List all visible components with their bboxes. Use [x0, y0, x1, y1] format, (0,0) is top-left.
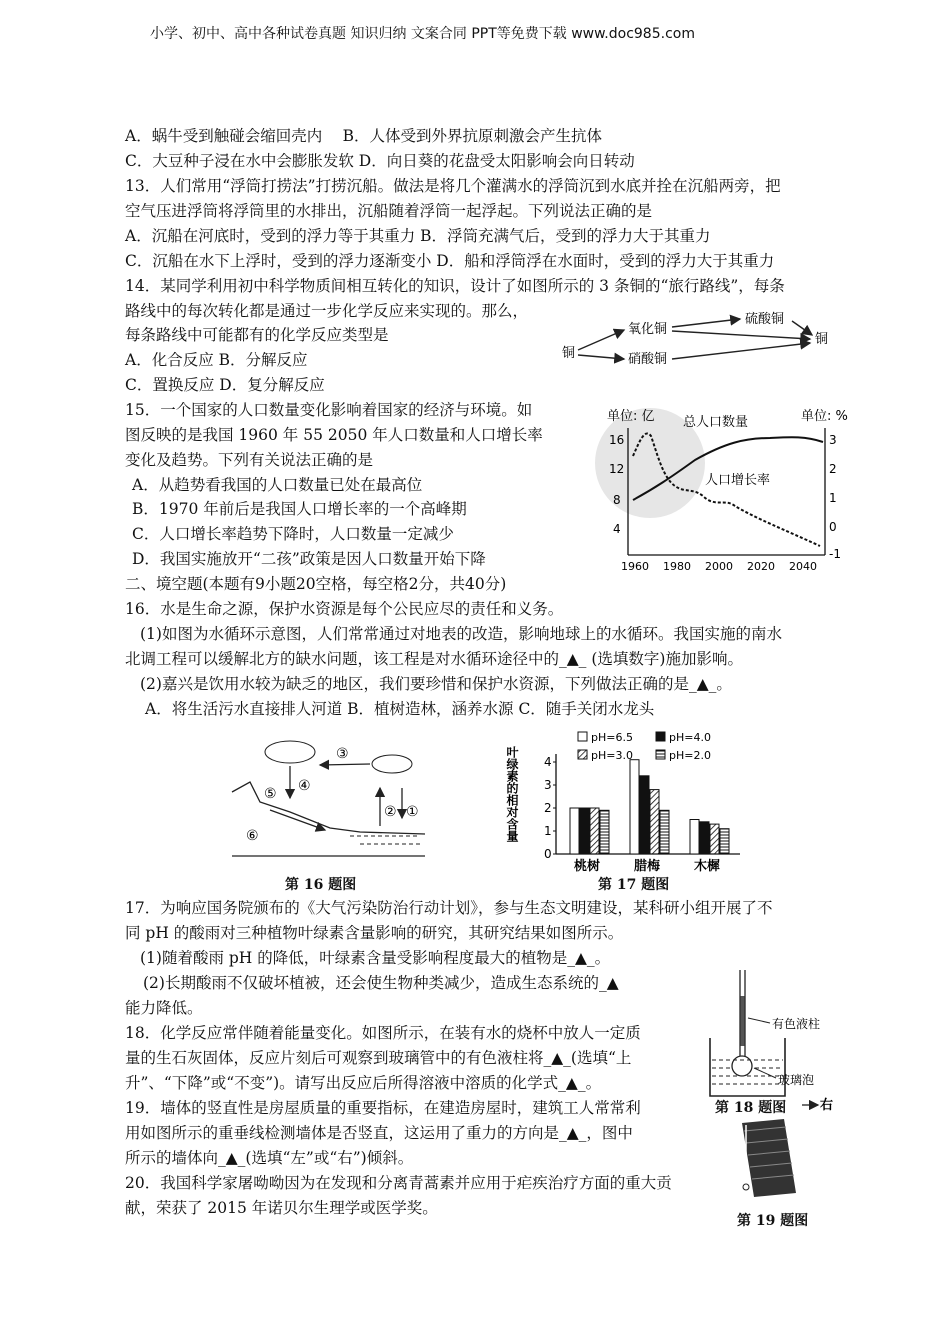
text-line: 献，荣获了 2015 年诺贝尔生理学或医学奖。 — [125, 1199, 438, 1217]
text-line: 变化及趋势。下列有关说法正确的是 — [125, 451, 374, 469]
caption-fig19: 第 19 题图 — [737, 1213, 809, 1229]
label-glass-bulb: 玻璃泡 — [778, 1073, 815, 1087]
x-tick: 2000 — [705, 560, 733, 573]
bar-桃树-pH=6.5 — [570, 808, 579, 854]
text-line: C．大豆种子浸在水中会膨胀发软 D．向日葵的花盘受太阳影响会向日转动 — [125, 152, 635, 170]
chlorophyll-bar-chart — [505, 726, 743, 874]
text-line: (2)长期酸雨不仅破坏植被，还会使生物种类减少，造成生态系统的_▲ — [143, 974, 619, 992]
legend-swatch — [578, 750, 587, 759]
text-line: B．1970 年前后是我国人口增长率的一个高峰期 — [132, 500, 467, 518]
text-line: C．沉船在水下上浮时，受到的浮力逐渐变小 D．船和浮筒浮在水面时，受到的浮力大于其重力 — [125, 252, 775, 270]
y-tick-label: 0 — [544, 847, 552, 861]
question-19: 19．墙体的竖直性是房屋质量的重要指标，在建造房屋时，建筑工人常常利 — [125, 1099, 641, 1117]
text-line: C．置换反应 D．复分解反应 — [125, 376, 325, 394]
text-line: C．人口增长率趋势下降时，人口数量一定减少 — [132, 525, 454, 543]
text-line: (2)嘉兴是饮用水较为缺乏的地区，我们要珍惜和保护水资源，下列做法正确的是_▲_。 — [140, 675, 732, 693]
right-tick: 1 — [829, 491, 837, 505]
text-line: 量的生石灰固体，反应片刻后可观察到玻璃管中的有色液柱将_▲_(选填“上 — [125, 1049, 632, 1067]
bar-木樨-pH=3.0 — [710, 824, 719, 854]
text-line: 路线中的每次转化都是通过一步化学反应来实现的。那么， — [125, 302, 529, 320]
text-line: 能力降低。 — [125, 999, 203, 1017]
label-colored-column: 有色液柱 — [772, 1017, 821, 1031]
bar-腊梅-pH=2.0 — [660, 810, 669, 854]
node-copper-sulfate: 硫酸铜 — [745, 312, 785, 327]
question-20: 20．我国科学家屠呦呦因为在发现和分离青蒿素并应用于疟疾治疗方面的重大贡 — [125, 1174, 672, 1192]
bar-桃树-pH=4.0 — [580, 808, 589, 854]
category-label: 腊梅 — [634, 859, 661, 874]
bar-腊梅-pH=4.0 — [640, 776, 649, 854]
question-14: 14．某同学利用初中科学物质间相互转化的知识，设计了如图所示的 3 条铜的“旅行路线”，每条 — [125, 277, 785, 295]
label-6: ⑥ — [246, 828, 259, 844]
bar-木樨-pH=2.0 — [720, 829, 729, 854]
bar-腊梅-pH=3.0 — [650, 790, 659, 854]
bar-桃树-pH=2.0 — [600, 810, 609, 854]
category-label: 桃树 — [574, 859, 601, 874]
node-end: 铜 — [815, 332, 829, 347]
x-tick: 1960 — [621, 560, 649, 573]
caption-fig18: 第 18 题图 — [715, 1100, 787, 1116]
question-17: 17．为响应国务院颁布的《大气污染防治行动计划》，参与生态文明建设，某科研小组开展了不 — [125, 899, 773, 917]
text-line: 同 pH 的酸雨对三种植物叶绿素含量影响的研究，其研究结果如图所示。 — [125, 924, 624, 942]
category-label: 木樨 — [694, 859, 721, 874]
y-tick-label: 3 — [544, 778, 552, 792]
label-2: ② — [384, 804, 397, 820]
population-series-label: 总人口数量 — [683, 415, 749, 430]
node-copper-oxide: 氧化铜 — [628, 322, 668, 337]
caption-fig17: 第 17 题图 — [598, 877, 670, 893]
text-line: D．我国实施放开“二孩”政策是因人口数量开始下降 — [132, 550, 486, 568]
y-axis-label: 叶绿素的相对含量 — [505, 746, 519, 842]
text-line: A．化合反应 B．分解反应 — [125, 351, 308, 369]
text-line: 图反映的是我国 1960 年 55 2050 年人口数量和人口增长率 — [125, 426, 543, 444]
x-tick: 1980 — [663, 560, 691, 573]
text-line: A．从趋势看我国的人口数量已处在最高位 — [132, 476, 423, 494]
left-unit-label: 单位: 亿 — [607, 409, 655, 424]
right-tick: 0 — [829, 520, 837, 534]
bar-木樨-pH=4.0 — [700, 822, 709, 854]
node-start: 铜 — [562, 346, 576, 361]
question-18: 18．化学反应常伴随着能量变化。如图所示，在装有水的烧杯中放人一定质 — [125, 1024, 641, 1042]
section-heading: 二、境空题(本题有9小题20空格，每空格2分，共40分) — [125, 575, 507, 593]
page-header: 小学、初中、高中各种试卷真题 知识归纳 文案合同 PPT等免费下载 www.doc985.com — [150, 26, 695, 42]
right-tick: -1 — [829, 547, 841, 561]
y-tick-label: 4 — [544, 755, 552, 769]
legend-label: pH=4.0 — [669, 731, 711, 744]
legend-label: pH=3.0 — [591, 749, 633, 762]
beaker-diagram — [700, 968, 840, 1116]
y-tick-label: 1 — [544, 824, 552, 838]
left-tick: 4 — [613, 522, 621, 536]
plumb-line-diagram — [722, 1095, 842, 1210]
text-line: 用如图所示的重垂线检测墙体是否竖直，这运用了重力的方向是_▲_，图中 — [125, 1124, 633, 1142]
right-tick: 3 — [829, 433, 837, 447]
question-16: 16．水是生命之源，保护水资源是每个公民应尽的责任和义务。 — [125, 600, 564, 618]
text-line: 升”、“下降”或“不变”)。请写出反应后所得溶液中溶质的化学式_▲_。 — [125, 1074, 602, 1092]
bar-木樨-pH=6.5 — [690, 820, 699, 855]
text-line: A．沉船在河底时，受到的浮力等于其重力 B．浮筒充满气后，受到的浮力大于其重力 — [125, 227, 711, 245]
direction-label: 右 — [820, 1098, 834, 1113]
copper-route-diagram — [560, 305, 840, 375]
legend-swatch — [578, 732, 587, 741]
y-tick-label: 2 — [544, 801, 552, 815]
question-15: 15．一个国家的人口数量变化影响着国家的经济与环境。如 — [125, 401, 533, 419]
x-tick: 2040 — [789, 560, 817, 573]
question-13: 13．人们常用“浮筒打捞法”打捞沉船。做法是将几个灌满水的浮筒沉到水底并拴在沉船两旁，把 — [125, 177, 781, 195]
text-line: 每条路线中可能都有的化学反应类型是 — [125, 326, 389, 344]
text-line: 所示的墙体向_▲_(选填“左”或“右”)倾斜。 — [125, 1149, 414, 1167]
right-unit-label: 单位: % — [801, 409, 848, 424]
legend-swatch — [656, 732, 665, 741]
growth-rate-label: 人口增长率 — [705, 473, 771, 488]
legend-swatch — [656, 750, 665, 759]
left-tick: 8 — [613, 493, 621, 507]
left-tick: 12 — [609, 462, 625, 476]
right-tick: 2 — [829, 462, 837, 476]
water-cycle-diagram — [230, 732, 430, 860]
caption-fig16: 第 16 题图 — [285, 877, 357, 893]
text-line: (1)随着酸雨 pH 的降低，叶绿素含量受影响程度最大的植物是_▲_。 — [140, 949, 611, 967]
text-line: 北调工程可以缓解北方的缺水问题，该工程是对水循环途径中的_▲_ (选填数字)施加影响。 — [125, 650, 743, 668]
label-4: ④ — [298, 778, 311, 794]
text-line: A．将生活污水直接排人河道 B．植树造林，涵养水源 C．随手关闭水龙头 — [145, 700, 655, 718]
label-5: ⑤ — [264, 786, 277, 802]
text-line: A．蜗牛受到触碰会缩回壳内 B．人体受到外界抗原刺激会产生抗体 — [125, 127, 603, 145]
node-copper-nitrate: 硝酸铜 — [628, 352, 668, 367]
legend-label: pH=6.5 — [591, 731, 633, 744]
x-tick: 2020 — [747, 560, 775, 573]
text-line: 空气压进浮筒将浮筒里的水排出，沉船随着浮筒一起浮起。下列说法正确的是 — [125, 202, 653, 220]
legend-label: pH=2.0 — [669, 749, 711, 762]
population-chart — [585, 398, 855, 573]
label-1: ① — [406, 804, 419, 820]
bar-桃树-pH=3.0 — [590, 808, 599, 854]
label-3: ③ — [336, 746, 349, 762]
text-line: (1)如图为水循环示意图，人们常常通过对地表的改造，影响地球上的水循环。我国实施的南水 — [140, 625, 782, 643]
bar-腊梅-pH=6.5 — [630, 760, 639, 854]
left-tick: 16 — [609, 433, 625, 447]
